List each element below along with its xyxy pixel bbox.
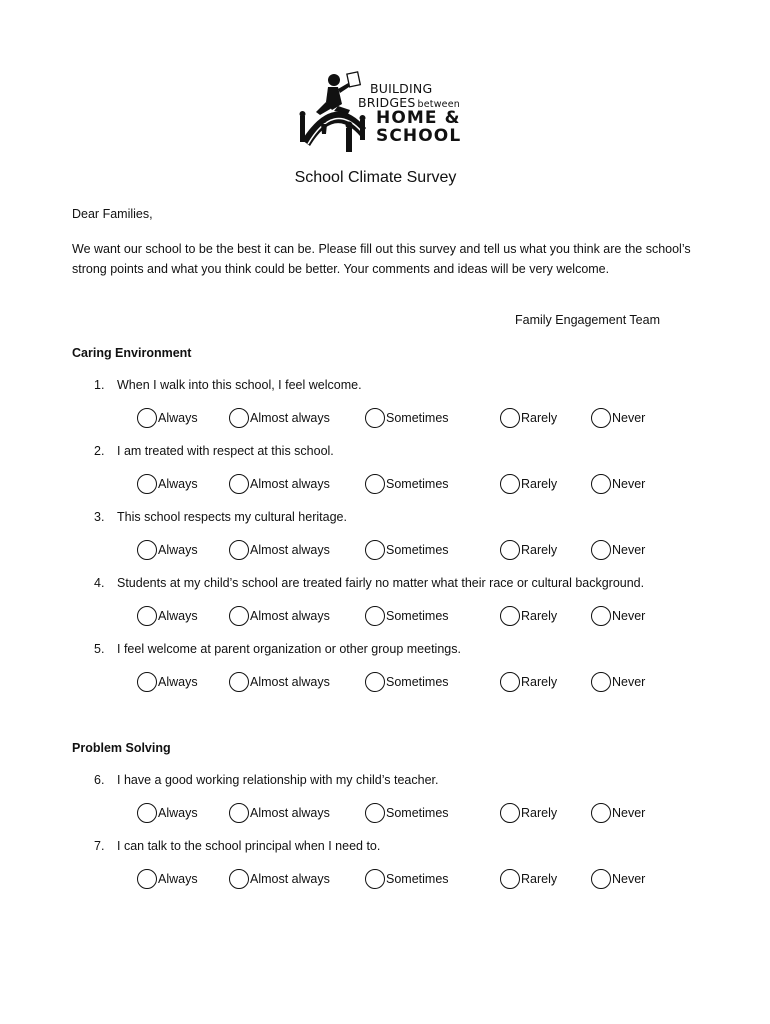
question-number: 7. [94,839,105,853]
option-always[interactable] [137,406,198,430]
option-label: Never [612,872,646,886]
option-rarely[interactable] [500,801,557,825]
option-never[interactable] [591,867,645,891]
radio-always-q3[interactable] [137,540,157,560]
question-number: 6. [94,773,105,787]
answer-options-q1 [0,406,770,430]
logo-text-school: SCHOOL [376,126,462,146]
option-almost-always[interactable] [229,670,330,694]
option-label: Rarely [521,675,558,689]
option-label: Almost always [250,411,330,425]
option-label: Sometimes [386,806,449,820]
option-rarely[interactable] [500,604,557,628]
radio-rarely-q3[interactable] [500,540,520,560]
option-never[interactable] [591,801,645,825]
radio-almost-always-q4[interactable] [229,606,249,626]
radio-almost-always-q3[interactable] [229,540,249,560]
radio-never-q2[interactable] [591,474,611,494]
option-label: Never [612,806,646,820]
radio-rarely-q6[interactable] [500,803,520,823]
radio-never-q5[interactable] [591,672,611,692]
option-label: Always [158,477,198,491]
radio-almost-always-q7[interactable] [229,869,249,889]
option-sometimes[interactable] [365,801,449,825]
answer-options-q3 [0,538,770,562]
section-heading-problem-solving: Problem Solving [72,741,171,755]
radio-almost-always-q2[interactable] [229,474,249,494]
option-label: Sometimes [386,411,449,425]
question-text: Students at my child’s school are treated fairly no matter what their race or cultural background. [117,576,645,590]
question-text: When I walk into this school, I feel welcome. [117,378,362,392]
option-always[interactable] [137,670,198,694]
question-text: I have a good working relationship with my child’s teacher. [117,773,439,787]
option-label: Almost always [250,872,330,886]
option-label: Never [612,675,646,689]
option-almost-always[interactable] [229,604,330,628]
bridge-figure-icon [298,70,374,154]
logo-text-bridges-word: BRIDGES [358,95,416,110]
radio-rarely-q2[interactable] [500,474,520,494]
option-sometimes[interactable] [365,406,449,430]
building-bridges-logo [298,70,462,154]
radio-almost-always-q5[interactable] [229,672,249,692]
radio-sometimes-q6[interactable] [365,803,385,823]
option-label: Rarely [521,872,558,886]
question-6 [94,773,438,787]
radio-always-q4[interactable] [137,606,157,626]
option-label: Sometimes [386,609,449,623]
question-number: 2. [94,444,105,458]
question-number: 5. [94,642,105,656]
option-never[interactable] [591,406,645,430]
option-almost-always[interactable] [229,801,330,825]
option-label: Rarely [521,806,558,820]
answer-options-q4 [0,604,770,628]
option-never[interactable] [591,538,645,562]
radio-rarely-q1[interactable] [500,408,520,428]
radio-always-q7[interactable] [137,869,157,889]
answer-options-q7 [0,867,770,891]
option-label: Never [612,543,646,557]
radio-almost-always-q6[interactable] [229,803,249,823]
option-sometimes[interactable] [365,538,449,562]
option-sometimes[interactable] [365,472,449,496]
logo-text-between: between [417,99,460,110]
radio-sometimes-q2[interactable] [365,474,385,494]
option-always[interactable] [137,801,198,825]
option-rarely[interactable] [500,867,557,891]
radio-rarely-q7[interactable] [500,869,520,889]
option-always[interactable] [137,472,198,496]
question-1 [94,378,362,392]
option-label: Sometimes [386,872,449,886]
option-label: Rarely [521,543,558,557]
radio-always-q5[interactable] [137,672,157,692]
option-label: Almost always [250,543,330,557]
option-sometimes[interactable] [365,670,449,694]
option-label: Always [158,543,198,557]
option-almost-always[interactable] [229,867,330,891]
radio-always-q1[interactable] [137,408,157,428]
radio-sometimes-q5[interactable] [365,672,385,692]
page-title: School Climate Survey [294,169,457,186]
question-4 [94,576,644,590]
radio-rarely-q5[interactable] [500,672,520,692]
question-2 [94,444,334,458]
radio-sometimes-q4[interactable] [365,606,385,626]
option-label: Rarely [521,411,558,425]
question-text: This school respects my cultural heritage. [117,510,347,524]
option-label: Almost always [250,477,330,491]
option-never[interactable] [591,670,645,694]
answer-options-q5 [0,670,770,694]
radio-sometimes-q7[interactable] [365,869,385,889]
radio-almost-always-q1[interactable] [229,408,249,428]
option-rarely[interactable] [500,670,557,694]
option-always[interactable] [137,538,198,562]
option-label: Never [612,411,646,425]
option-label: Sometimes [386,675,449,689]
option-almost-always[interactable] [229,406,330,430]
option-rarely[interactable] [500,472,557,496]
option-label: Almost always [250,609,330,623]
option-always[interactable] [137,867,198,891]
option-label: Rarely [521,477,558,491]
option-label: Always [158,872,198,886]
logo-text-building: BUILDING [370,81,433,96]
option-rarely[interactable] [500,406,557,430]
option-sometimes[interactable] [365,604,449,628]
greeting: Dear Families, [72,207,153,221]
option-label: Almost always [250,675,330,689]
radio-rarely-q4[interactable] [500,606,520,626]
option-label: Always [158,675,198,689]
question-7 [94,839,380,853]
option-label: Always [158,609,198,623]
option-label: Always [158,411,198,425]
answer-options-q2 [0,472,770,496]
question-number: 1. [94,378,105,392]
radio-never-q7[interactable] [591,869,611,889]
question-text: I can talk to the school principal when I need to. [117,839,381,853]
question-5 [94,642,461,656]
option-label: Sometimes [386,543,449,557]
option-always[interactable] [137,604,198,628]
question-text: I am treated with respect at this school. [117,444,334,458]
option-almost-always[interactable] [229,538,330,562]
radio-never-q1[interactable] [591,408,611,428]
option-rarely[interactable] [500,538,557,562]
signature: Family Engagement Team [515,313,660,327]
radio-sometimes-q1[interactable] [365,408,385,428]
option-label: Sometimes [386,477,449,491]
option-label: Rarely [521,609,558,623]
option-label: Always [158,806,198,820]
question-3 [94,510,347,524]
radio-never-q6[interactable] [591,803,611,823]
radio-always-q2[interactable] [137,474,157,494]
radio-never-q4[interactable] [591,606,611,626]
option-label: Never [612,477,646,491]
option-sometimes[interactable] [365,867,449,891]
option-almost-always[interactable] [229,472,330,496]
radio-never-q3[interactable] [591,540,611,560]
section-heading-caring-environment: Caring Environment [72,346,192,360]
intro-paragraph: We want our school to be the best it can be. Please fill out this survey and tell us what you think are the school’s strong points and what you think could be better. Your comments and ideas will be very welcome. [72,242,691,276]
answer-options-q6 [0,801,770,825]
option-never[interactable] [591,472,645,496]
radio-sometimes-q3[interactable] [365,540,385,560]
question-number: 3. [94,510,105,524]
question-text: I feel welcome at parent organization or other group meetings. [117,642,461,656]
radio-always-q6[interactable] [137,803,157,823]
option-label: Almost always [250,806,330,820]
option-label: Never [612,609,646,623]
logo-text-home: HOME & [376,108,461,128]
option-never[interactable] [591,604,645,628]
question-number: 4. [94,576,105,590]
